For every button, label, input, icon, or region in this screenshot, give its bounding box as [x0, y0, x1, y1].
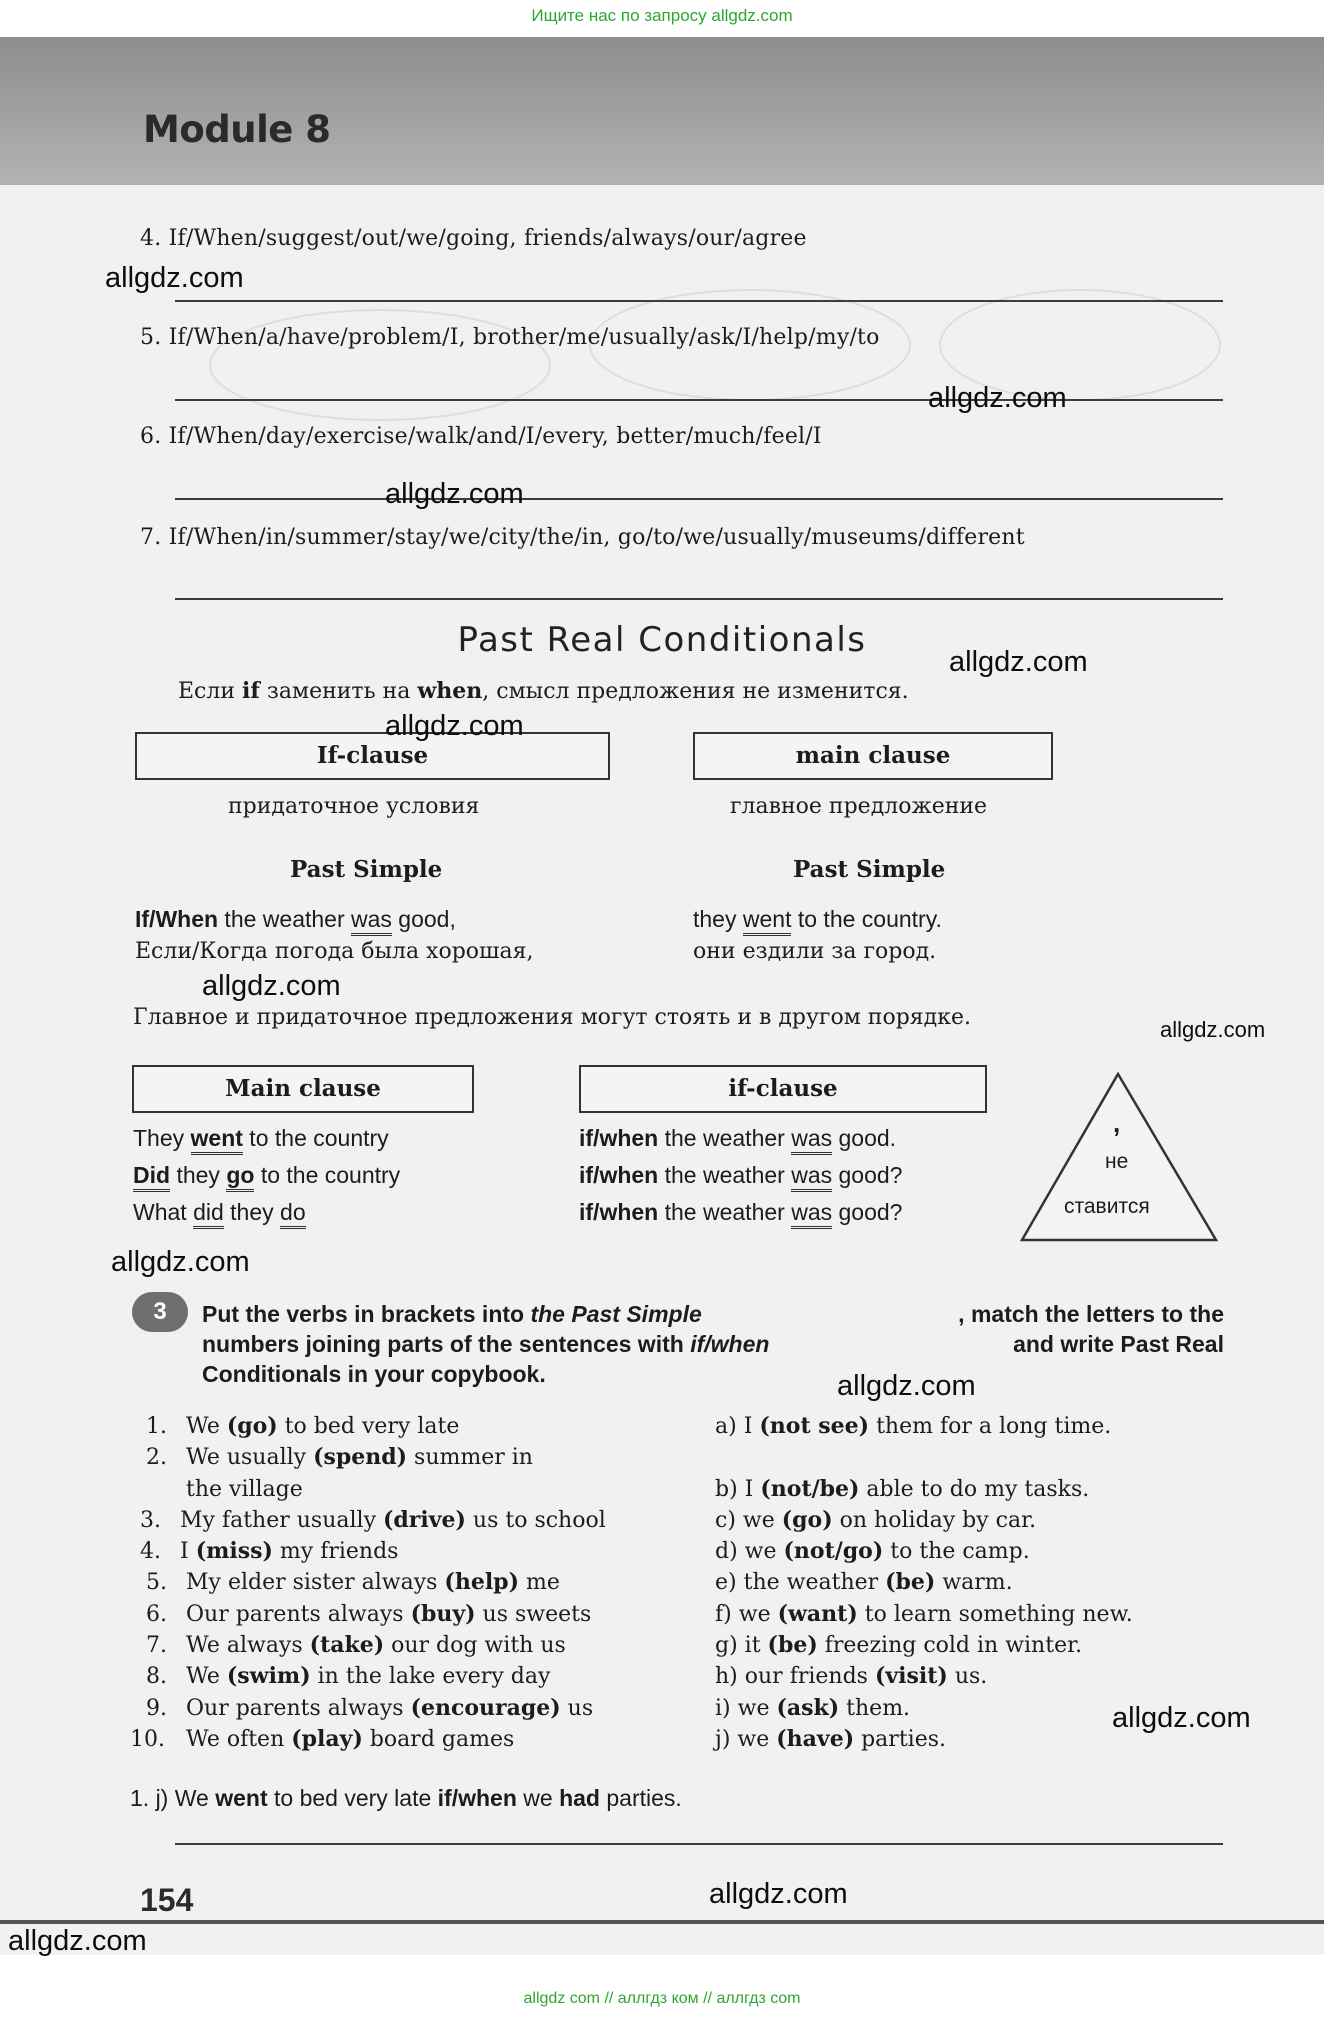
list-item: [715, 1630, 1133, 1661]
exercise-number: 5.: [140, 325, 162, 350]
item-letter: e): [715, 1570, 737, 1596]
answer-verb: had: [559, 1785, 600, 1811]
watermark: allgdz.com: [202, 970, 341, 1002]
example-text: to the country.: [791, 906, 942, 932]
instruction-emphasis: if/when: [690, 1331, 770, 1357]
watermark: allgdz.com: [385, 710, 524, 742]
task-left-list: [130, 1411, 606, 1755]
item-text: us to school: [465, 1507, 606, 1533]
verb: do: [280, 1199, 306, 1229]
item-verb: (want): [777, 1600, 858, 1627]
exercise-7: [140, 525, 1025, 550]
instruction-text: and write Past Real: [1013, 1331, 1224, 1357]
main-clause-row-3: [133, 1199, 306, 1226]
item-text: I: [744, 1476, 761, 1502]
item-text: I: [180, 1539, 196, 1565]
item-text: we: [744, 1539, 784, 1565]
list-item: [715, 1724, 1133, 1755]
section-title: Past Real Conditionals: [457, 620, 867, 660]
item-verb: (not/be): [760, 1475, 860, 1502]
item-verb: (miss): [195, 1538, 273, 1565]
item-text: We usually: [186, 1445, 314, 1471]
exercise-text: If/When/suggest/out/we/going, friends/always/our/agree: [168, 226, 807, 251]
exercise-5: [140, 325, 880, 350]
tense-left: Past Simple: [290, 856, 443, 883]
if-when-word: If/When: [135, 906, 219, 932]
row-text: good?: [832, 1162, 903, 1188]
item-text: to bed very late: [277, 1414, 460, 1439]
item-text: us: [560, 1695, 594, 1721]
item-text: We always: [186, 1633, 310, 1659]
instruction-emphasis: the Past Simple: [530, 1301, 702, 1327]
list-item: [146, 1567, 606, 1598]
exercise-number: 7.: [140, 525, 162, 550]
exercise-number: 4.: [140, 226, 162, 251]
row-text: What: [133, 1199, 194, 1225]
exercise-text: If/When/in/summer/stay/we/city/the/in, go/to/we/usually/museums/different: [168, 525, 1025, 550]
item-text: Our parents always: [186, 1601, 411, 1627]
item-number: 10.: [130, 1726, 165, 1752]
list-item: [715, 1693, 1133, 1724]
item-verb: (buy): [410, 1600, 476, 1627]
answer-line: [175, 1843, 1223, 1845]
item-text: we: [742, 1507, 782, 1533]
item-number: 5.: [146, 1570, 167, 1596]
verb: was: [791, 1162, 832, 1192]
main-clause-label: главное предложение: [730, 794, 988, 819]
item-verb: (have): [776, 1725, 855, 1752]
item-text: the village: [186, 1476, 303, 1502]
example-if-clause: [135, 906, 456, 933]
row-text: the weather: [658, 1125, 792, 1151]
item-number: 7.: [146, 1633, 167, 1659]
item-verb: (help): [444, 1569, 519, 1596]
if-when-word: if/when: [579, 1199, 659, 1225]
verb: went: [743, 906, 792, 936]
note-text: , смысл предложения не изменится.: [482, 679, 909, 704]
instruction-text: , match the letters to the: [958, 1301, 1224, 1327]
item-letter: i): [715, 1695, 731, 1721]
item-text: the weather: [743, 1570, 886, 1596]
watermark: allgdz.com: [949, 646, 1088, 678]
note-text: Если: [178, 679, 243, 704]
watermark: allgdz.com: [8, 1925, 147, 1957]
item-text: our friends: [744, 1664, 875, 1690]
watermark: allgdz.com: [1112, 1702, 1251, 1734]
watermark: allgdz.com: [928, 382, 1067, 414]
list-item: [146, 1630, 606, 1661]
answer-line: [175, 300, 1223, 302]
item-text: My elder sister always: [186, 1570, 445, 1596]
example-if-clause-ru: Если/Когда погода была хорошая,: [135, 939, 534, 964]
main-clause-row-1: [133, 1125, 389, 1152]
exercise-text: If/When/a/have/problem/I, brother/me/usually/ask/I/help/my/to: [168, 325, 880, 350]
list-item: [715, 1599, 1133, 1630]
watermark: allgdz.com: [709, 1878, 848, 1910]
example-main-clause: [693, 906, 942, 933]
instruction-text: Put the verbs in brackets into: [202, 1301, 531, 1327]
item-text: on holiday by car.: [832, 1507, 1037, 1533]
list-item: [146, 1442, 606, 1473]
note-text: заменить на: [259, 679, 418, 704]
if-clause-row-2: [579, 1162, 902, 1189]
list-item: [715, 1411, 1133, 1442]
list-item: [715, 1567, 1133, 1598]
main-clause-row-2: [133, 1162, 400, 1189]
item-text: me: [518, 1570, 560, 1596]
item-text: them for a long time.: [869, 1414, 1112, 1439]
item-text: summer in: [407, 1445, 533, 1471]
verb: went: [191, 1125, 243, 1155]
item-verb: (ask): [776, 1694, 840, 1721]
item-text: able to do my tasks.: [859, 1476, 1090, 1502]
order-note: Главное и придаточное предложения могут стоять и в другом порядке.: [133, 1005, 971, 1030]
item-verb: (play): [291, 1725, 363, 1752]
item-text: it: [744, 1633, 768, 1659]
triangle-comma: ,: [1113, 1108, 1121, 1138]
example-main-clause-ru: они ездили за город.: [693, 939, 937, 964]
watermark: allgdz.com: [385, 478, 524, 510]
watermark: allgdz.com: [1160, 1017, 1266, 1042]
item-letter: j): [715, 1726, 731, 1752]
row-text: to the country: [242, 1125, 389, 1151]
page-number: 154: [140, 1882, 194, 1918]
if-when-word: if/when: [579, 1162, 659, 1188]
item-text: parties.: [854, 1726, 946, 1752]
example-text: good,: [391, 906, 456, 932]
item-number: 3.: [140, 1507, 161, 1533]
list-item: [715, 1536, 1133, 1567]
if-clause-row-3: [579, 1199, 902, 1226]
item-number: 9.: [146, 1695, 167, 1721]
item-verb: (go): [226, 1413, 278, 1439]
row-text: the weather: [658, 1162, 792, 1188]
item-letter: f): [715, 1601, 732, 1627]
item-verb: (spend): [313, 1444, 408, 1471]
bottom-rule: [0, 1920, 1324, 1924]
item-number: 2.: [146, 1445, 167, 1471]
subclause-label: придаточное условия: [228, 794, 480, 819]
verb: was: [351, 906, 392, 936]
list-item: [715, 1474, 1133, 1505]
verb: did: [193, 1199, 224, 1229]
item-number: 1.: [146, 1414, 167, 1439]
list-item: [146, 1693, 606, 1724]
instruction-line-2: [202, 1329, 1224, 1359]
item-text: our dog with us: [384, 1633, 566, 1659]
module-title: Module 8: [143, 108, 331, 151]
footer-band: [0, 1955, 1324, 2021]
tense-right: Past Simple: [793, 856, 946, 883]
item-text: We: [186, 1414, 227, 1439]
exercise-6: [140, 424, 822, 449]
exercise-number: 6.: [140, 424, 162, 449]
item-text: we: [738, 1601, 778, 1627]
triangle-line-1: не: [1105, 1150, 1129, 1173]
item-text: we: [737, 1726, 777, 1752]
item-verb: (be): [885, 1569, 936, 1596]
item-text: us sweets: [475, 1601, 592, 1627]
item-text: to learn something new.: [857, 1601, 1133, 1627]
row-text: to the country: [254, 1162, 401, 1188]
if-clause-box: If-clause: [135, 732, 610, 780]
footer-text: allgdz com // аллгдз ком // аллгдз com: [523, 1990, 801, 2007]
item-number: 8.: [146, 1664, 167, 1690]
list-item: [140, 1536, 606, 1567]
task-right-list: [715, 1411, 1133, 1755]
item-verb: (be): [767, 1632, 818, 1659]
verb: Did: [133, 1162, 170, 1192]
answer-line: [175, 498, 1223, 500]
answer-text: 1. j) We: [130, 1785, 216, 1811]
if-clause-row-1: [579, 1125, 896, 1152]
row-text: good?: [832, 1199, 903, 1225]
item-letter: h): [715, 1664, 738, 1690]
item-text: them.: [839, 1695, 911, 1721]
item-letter: b): [715, 1476, 738, 1502]
exercise-text: If/When/day/exercise/walk/and/I/every, better/much/feel/I: [168, 424, 822, 449]
item-number: 6.: [146, 1601, 167, 1627]
main-clause-box-2: Main clause: [132, 1065, 474, 1113]
row-text: the weather: [658, 1199, 792, 1225]
item-text: Our parents always: [186, 1695, 411, 1721]
list-item: [130, 1724, 606, 1755]
if-clause-box-2: if-clause: [579, 1065, 987, 1113]
answer-example: [130, 1785, 682, 1812]
verb: was: [791, 1199, 832, 1229]
verb: was: [791, 1125, 832, 1155]
row-text: They: [133, 1125, 191, 1151]
item-text: freezing cold in winter.: [817, 1633, 1083, 1659]
item-text: We often: [186, 1726, 292, 1752]
list-item: [140, 1505, 606, 1536]
item-text: my friends: [272, 1539, 399, 1565]
item-letter: g): [715, 1633, 738, 1659]
item-text: board games: [362, 1726, 515, 1752]
exercise-4: [140, 226, 807, 251]
item-letter: c): [715, 1507, 736, 1533]
item-verb: (encourage): [410, 1694, 561, 1721]
list-item: [715, 1661, 1133, 1692]
list-item: [146, 1661, 606, 1692]
section-note: [178, 678, 909, 704]
answer-text: parties.: [599, 1785, 682, 1811]
note-when: when: [417, 678, 483, 704]
item-text: in the lake every day: [310, 1664, 551, 1690]
item-text: us.: [947, 1664, 988, 1690]
answer-text: we: [516, 1785, 560, 1811]
item-verb: (swim): [226, 1663, 311, 1690]
item-letter: a): [715, 1414, 737, 1439]
instruction-text: numbers joining parts of the sentences with: [202, 1331, 691, 1357]
watermark: allgdz.com: [111, 1246, 250, 1278]
item-number: 4.: [140, 1539, 161, 1565]
verb: go: [226, 1162, 254, 1192]
item-verb: (go): [781, 1506, 833, 1533]
answer-text: to bed very late: [267, 1785, 438, 1811]
list-item-spacer: [715, 1442, 1133, 1473]
task-instruction: [202, 1299, 1224, 1389]
item-verb: (not/go): [783, 1538, 884, 1565]
note-if: if: [242, 678, 260, 704]
triangle-line-2: ставится: [1064, 1195, 1150, 1218]
instruction-line-3: Conditionals in your copybook.: [202, 1361, 546, 1387]
item-text: My father usually: [180, 1507, 383, 1533]
row-text: good.: [832, 1125, 897, 1151]
answer-if-when: if/when: [437, 1785, 517, 1811]
list-item: [715, 1505, 1133, 1536]
example-text: they: [693, 906, 743, 932]
top-banner: Ищите нас по запросу allgdz.com: [531, 6, 793, 25]
answer-line: [175, 598, 1223, 600]
item-text: warm.: [935, 1570, 1013, 1596]
task-number-badge: 3: [132, 1292, 188, 1332]
item-verb: (drive): [382, 1506, 466, 1533]
item-text: I: [743, 1414, 760, 1439]
item-verb: (not see): [759, 1413, 870, 1439]
list-item: [146, 1474, 606, 1505]
item-text: to the camp.: [883, 1539, 1030, 1565]
main-clause-box: main clause: [693, 732, 1053, 780]
item-verb: (visit): [874, 1663, 948, 1690]
watermark: allgdz.com: [837, 1370, 976, 1402]
item-letter: d): [715, 1539, 738, 1565]
watermark: allgdz.com: [105, 262, 244, 294]
list-item: [146, 1411, 606, 1442]
item-text: we: [737, 1695, 777, 1721]
instruction-line-1: [202, 1299, 1224, 1329]
example-text: the weather: [218, 906, 352, 932]
row-text: they: [223, 1199, 281, 1225]
answer-verb: went: [215, 1785, 268, 1811]
row-text: they: [170, 1162, 227, 1188]
list-item: [146, 1599, 606, 1630]
item-verb: (take): [309, 1632, 385, 1659]
if-when-word: if/when: [579, 1125, 659, 1151]
item-text: We: [186, 1664, 227, 1690]
